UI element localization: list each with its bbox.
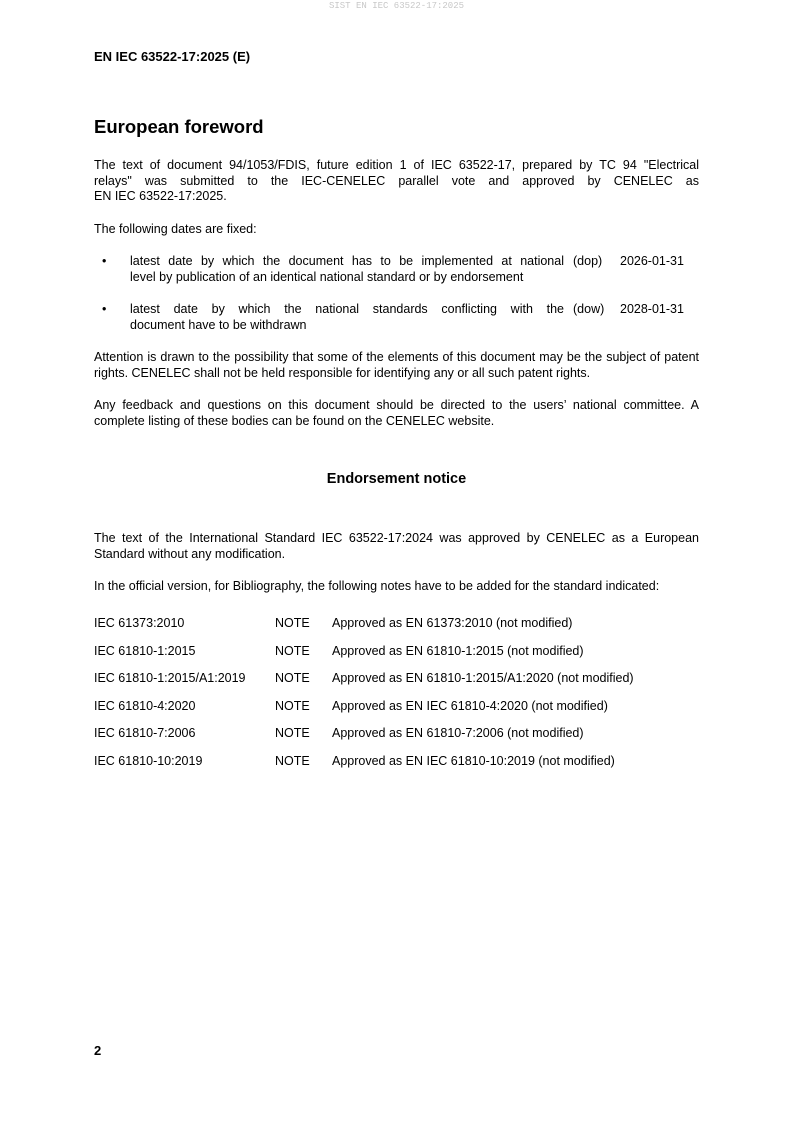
foreword-intro-line: The text of document 94/1053/FDIS, future edition 1 of IEC 63522-17, prepared by TC 94 "Electrical	[94, 158, 699, 172]
note-standard: IEC 61810-10:2019	[94, 753, 203, 768]
bibliography-intro: In the official version, for Bibliography, the following notes have to be added for the standard indicated:	[94, 579, 660, 593]
note-standard: IEC 61810-1:2015	[94, 643, 196, 658]
date-item-dow	[94, 302, 699, 334]
foreword-intro-line: relays" was submitted to the IEC-CENELEC parallel vote and approved by CENELEC as	[94, 173, 699, 188]
note-row	[94, 754, 714, 770]
date-item-text	[130, 302, 608, 333]
note-row	[94, 726, 714, 742]
feedback-note: Any feedback and questions on this document should be directed to the users’ national committee. A complete listing of these bodies can be found on the CENELEC website.	[94, 398, 699, 428]
date-item-line: latest date by which the document has to be implemented at national	[130, 254, 564, 268]
note-standard: IEC 61810-7:2006	[94, 726, 196, 740]
note-standard: IEC 61810-1:2015/A1:2019	[94, 671, 246, 685]
note-row	[94, 671, 714, 687]
note-text: Approved as EN IEC 61810-10:2019 (not modified)	[332, 753, 615, 768]
note-label: NOTE	[275, 643, 310, 658]
date-value: 2026-01-31	[620, 254, 684, 268]
date-item-text	[130, 254, 608, 285]
endorsement-title: Endorsement notice	[326, 471, 467, 487]
note-text: Approved as EN 61810-1:2015 (not modified)	[332, 643, 584, 658]
date-code: (dop)	[573, 254, 603, 268]
bullet-icon: •	[102, 254, 107, 268]
document-code: EN IEC 63522-17:2025 (E)	[94, 49, 251, 64]
foreword-intro-line: EN IEC 63522-17:2025.	[94, 189, 227, 203]
note-label: NOTE	[275, 726, 310, 740]
dates-intro: The following dates are fixed:	[94, 222, 257, 236]
date-item-line: document have to be withdrawn	[130, 317, 307, 332]
watermark: SIST EN IEC 63522-17:2025	[328, 1, 465, 11]
note-label: NOTE	[275, 616, 310, 630]
note-text: Approved as EN 61810-7:2006 (not modified)	[332, 726, 584, 740]
note-row	[94, 644, 714, 660]
note-text: Approved as EN IEC 61810-4:2020 (not modified)	[332, 698, 608, 713]
note-standard: IEC 61373:2010	[94, 616, 185, 630]
foreword-intro	[94, 158, 699, 205]
patent-note: Attention is drawn to the possibility that some of the elements of this document may be the subject of patent rights. CENELEC shall not be held responsible for identifying any or all such patent rights.	[94, 350, 699, 380]
endorsement-approval: The text of the International Standard IEC 63522-17:2024 was approved by CENELEC as a European Standard without any modification.	[94, 531, 699, 561]
note-standard: IEC 61810-4:2020	[94, 698, 196, 713]
date-item-line: level by publication of an identical national standard or by endorsement	[130, 269, 524, 284]
note-label: NOTE	[275, 698, 310, 713]
note-label: NOTE	[275, 671, 310, 685]
foreword-title: European foreword	[94, 116, 264, 137]
bullet-icon: •	[102, 302, 107, 316]
date-value: 2028-01-31	[620, 302, 684, 316]
page-number: 2	[94, 1043, 102, 1058]
date-code: (dow)	[573, 302, 605, 316]
note-label: NOTE	[275, 753, 310, 768]
note-text: Approved as EN 61810-1:2015/A1:2020 (not modified)	[332, 671, 634, 685]
note-text: Approved as EN 61373:2010 (not modified)	[332, 616, 573, 630]
date-item-line: latest date by which the national standards conflicting with the	[130, 302, 564, 316]
note-row	[94, 699, 714, 715]
note-row	[94, 616, 714, 632]
date-item-dop	[94, 254, 699, 286]
